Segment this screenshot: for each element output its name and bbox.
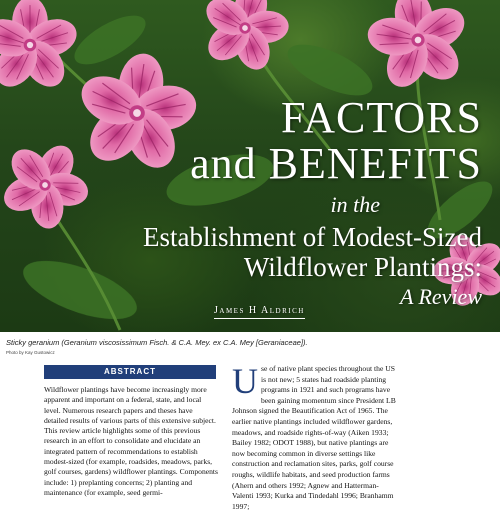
title-line-review: A Review	[399, 284, 482, 309]
title-line-establishment: Establishment of Modest-Sized	[143, 222, 482, 252]
body-text: se of native plant species throughout the US is not new; 5 states had roadside planting programs in 1921 and such programs have been gaining momentum since President LB Johnson signed the Beautification Act of 1965. The earlier native plantings included wildflower gardens, meadows, and roadside rights-of-way (Aiken 1933; Bailey 1982; ODOT 1988), but native plantings are now becoming common in diverse settings like construction and reclamation sites, parks, golf course roughs, wildlife habitats, and seed production farms (Ahern and others 1992; Agnew and Hatterman-Valenti 1993; Kurka and Tindedahl 1996; Branhamm 1997;	[232, 364, 396, 511]
title-line-wildflower: Wildflower Plantings:	[243, 252, 482, 282]
drop-cap: U	[232, 361, 258, 401]
abstract-text: Wildflower plantings have become increasingly more apparent and important on a federal, state, and local level. Numerous research papers and theses have detailed results of various parts of this extensive subject. This review article highlights some of this previous research in an effort to consolidate and elucidate an integrated pattern of recommendations to establish modest-sized (for example, roadsides, meadows, parks, golf courses, gardens) wildflower plantings. Components include: 1) preplanting concerns; 2) planting and maintenance (for example, seed germi-	[44, 385, 218, 497]
body-column	[232, 361, 400, 512]
title-line-benefits: and BENEFITS	[190, 139, 482, 188]
title-line-factors: FACTORS	[280, 93, 482, 142]
photo-caption: Sticky geranium (Geranium viscosissimum Fisch. & C.A. Mey. ex C.A. Mey [Geraniaceae]).	[6, 338, 308, 347]
title-line-in-the: in the	[330, 192, 380, 217]
photo-credit: Photo by Kay Gustowicz	[6, 350, 55, 355]
author-byline: James H Aldrich	[214, 305, 305, 319]
abstract-heading: ABSTRACT	[44, 365, 216, 379]
